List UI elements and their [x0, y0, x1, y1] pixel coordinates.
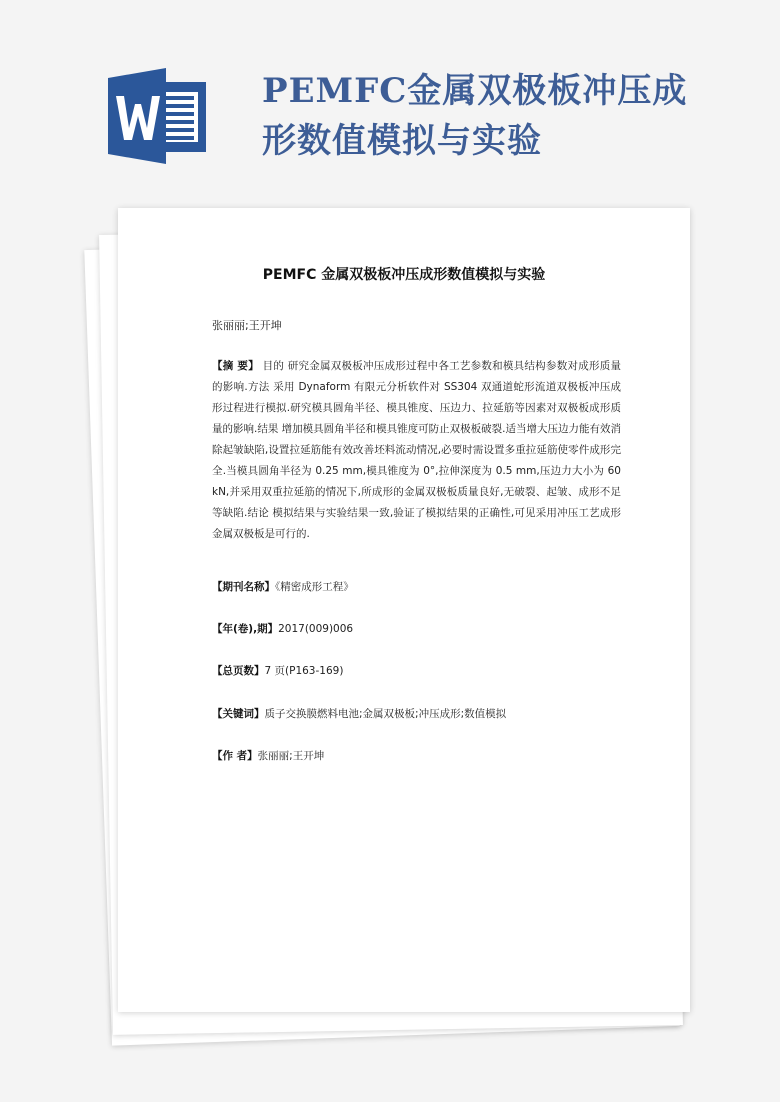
pages-label: 【总页数】 — [212, 665, 265, 677]
journal-value: 《精密成形工程》 — [275, 581, 354, 593]
abstract-block — [212, 356, 621, 545]
year-value: 2017(009)006 — [278, 623, 354, 635]
pages-field — [212, 663, 343, 678]
word-document-icon — [108, 68, 208, 164]
document-title — [262, 66, 762, 166]
title-line-2: 形数值模拟与实验 — [262, 121, 542, 161]
year-field — [212, 621, 353, 636]
pages-value: 7 页(P163-169) — [264, 665, 344, 677]
paper-title: PEMFC 金属双极板冲压成形数值模拟与实验 — [262, 267, 546, 283]
journal-field — [212, 579, 354, 594]
journal-label: 【期刊名称】 — [212, 581, 275, 593]
abstract-label: 【摘 要】 — [212, 360, 259, 372]
keywords-value: 质子交换膜燃料电池;金属双极板;冲压成形;数值模拟 — [264, 708, 507, 720]
author-value: 张丽丽;王开坤 — [257, 750, 325, 762]
keywords-field — [212, 706, 506, 721]
document-page — [118, 208, 690, 1012]
keywords-label: 【关键词】 — [212, 708, 265, 720]
paper-authors: 张丽丽;王开坤 — [212, 319, 282, 332]
author-field — [212, 748, 324, 763]
abstract-text: 目的 研究金属双极板冲压成形过程中各工艺参数和模具结构参数对成形质量的影响.方法 采用 Dynaform 有限元分析软件对 SS304 双通道蛇形流道双极板冲压成形过程进行模拟.研究模具圆角半径、模具锥度、压边力、拉延筋等因素对双极板成形质量的影响.结果 增加模具圆角半径和模具锥度可防止双极板破裂.适当增大压边力能有效消除起皱缺陷,设置拉延筋能有效改善坯料流动情况,必要时需设置多重拉延筋使零件成形完全.当模具圆角半径为 0.25 mm,模具锥度为 0°,拉伸深度为 0.5 mm,压边力大小为 60 kN,并采用双重拉延筋的情况下,所成形的金属双极板质量良好,无破裂、起皱、成形不足等缺陷.结论 模拟结果与实验结果一致,验证了模拟结果的正确性,可见采用冲压工艺成形金属双极板是可行的. — [212, 360, 622, 540]
author-label: 【作 者】 — [212, 750, 258, 762]
title-line-1: PEMFC金属双极板冲压成 — [262, 71, 688, 111]
year-label: 【年(卷),期】 — [212, 623, 279, 635]
